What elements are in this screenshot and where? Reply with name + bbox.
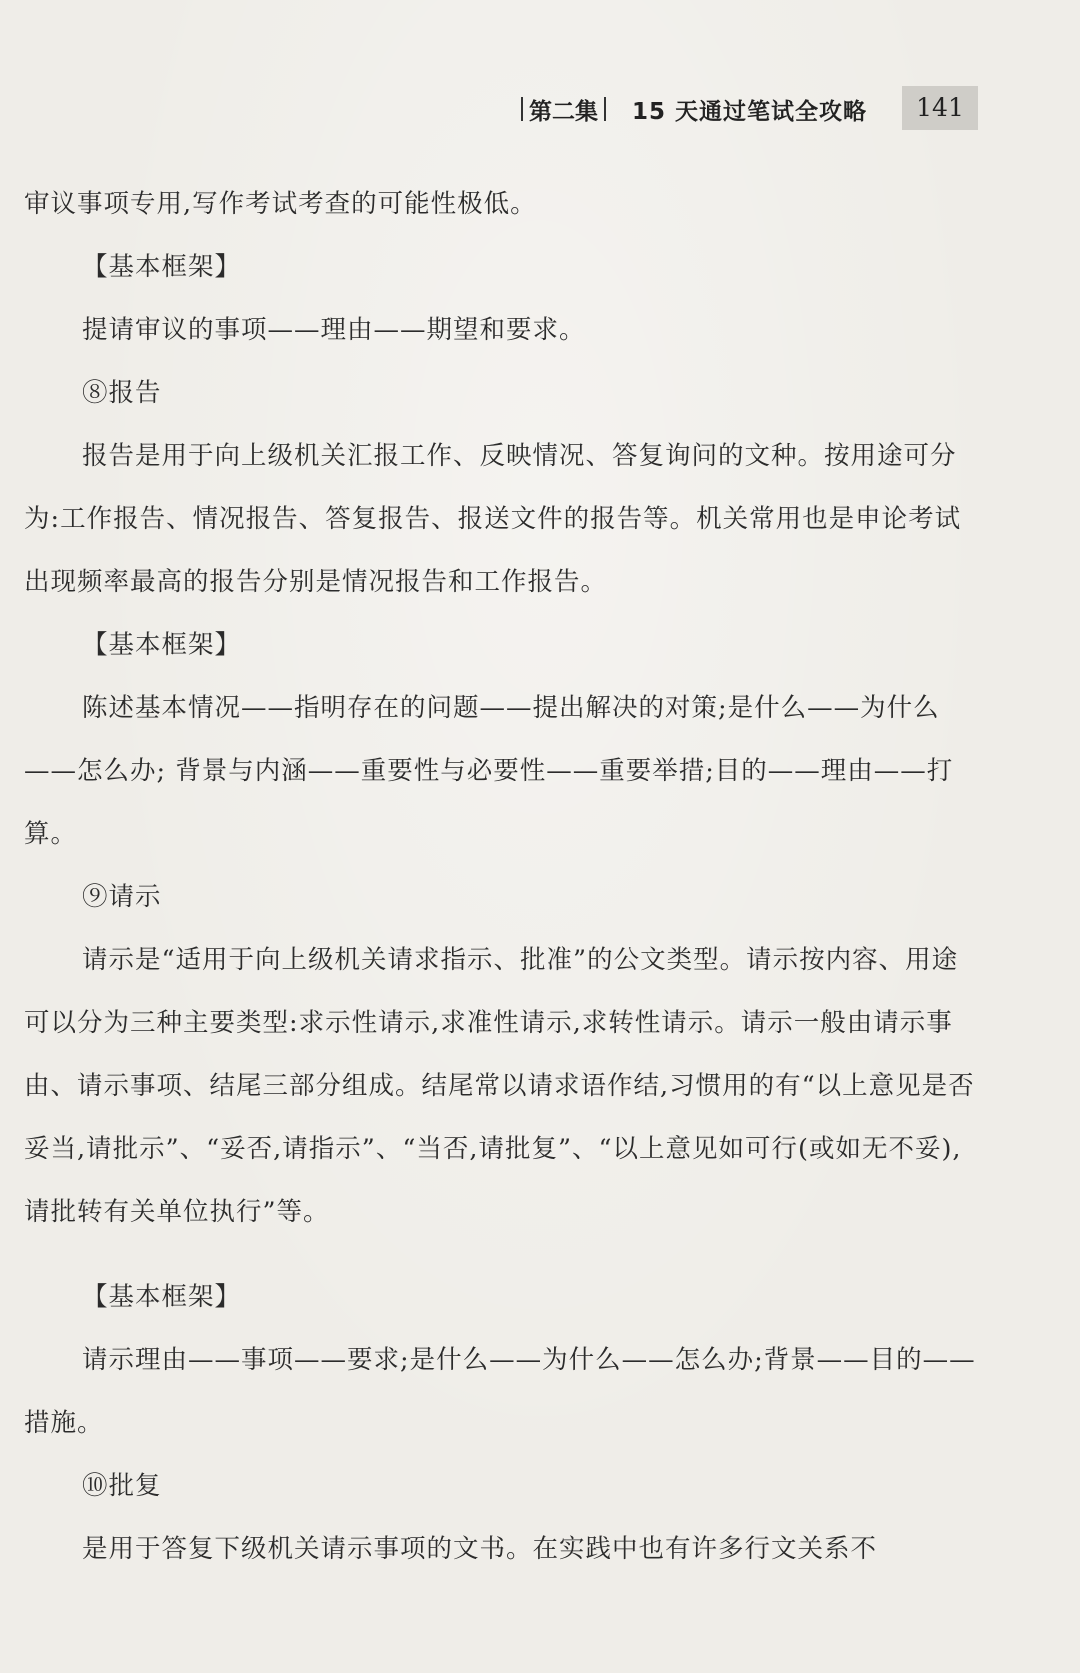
paragraph: 陈述基本情况——指明存在的问题——提出解决的对策;是什么——为什么——怎么办; 背景与内涵——重要性与必要性——重要举措;目的——理由——打算。 <box>24 693 954 849</box>
section-heading: 【基本框架】 <box>82 252 242 282</box>
paragraph: 审议事项专用,写作考试考查的可能性极低。 <box>24 189 537 219</box>
item-heading: ⑩批复 <box>82 1471 162 1501</box>
body-text <box>24 173 980 1581</box>
section-heading: 【基本框架】 <box>82 1282 242 1312</box>
paragraph: 报告是用于向上级机关汇报工作、反映情况、答复询问的文种。按用途可分为:工作报告、情况报告、答复报告、报送文件的报告等。机关常用也是申论考试出现频率最高的报告分别是情况报告和工作报告。 <box>24 441 962 597</box>
header-divider <box>521 97 523 121</box>
header-section: 第二集 <box>529 98 598 125</box>
header-title: 15 天通过笔试全攻略 <box>632 98 868 125</box>
paragraph: 提请审议的事项——理由——期望和要求。 <box>82 315 586 345</box>
page-number: 141 <box>902 86 978 130</box>
paragraph: 是用于答复下级机关请示事项的文书。在实践中也有许多行文关系不 <box>82 1534 878 1564</box>
item-heading: ⑨请示 <box>82 882 162 912</box>
section-heading: 【基本框架】 <box>82 630 242 660</box>
header-divider <box>604 97 606 121</box>
item-heading: ⑧报告 <box>82 378 162 408</box>
paragraph: 请示理由——事项——要求;是什么——为什么——怎么办;背景——目的——措施。 <box>24 1345 976 1438</box>
paragraph: 请示是“适用于向上级机关请求指示、批准”的公文类型。请示按内容、用途可以分为三种主要类型:求示性请示,求准性请示,求转性请示。请示一般由请示事由、请示事项、结尾三部分组成。结尾常以请求语作结,习惯用的有“以上意见是否妥当,请批示”、“妥否,请指示”、“当否,请批复”、“以上意见如可行(或如无不妥),请批转有关单位执行”等。 <box>24 945 975 1227</box>
